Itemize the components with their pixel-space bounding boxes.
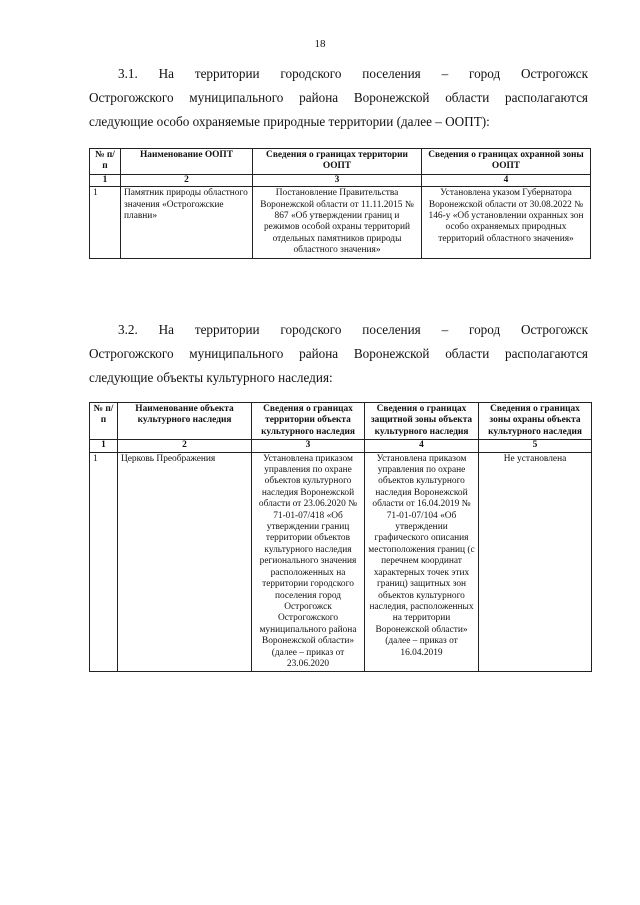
section-3-1-line: следующие особо охраняемые природные территории (далее – ООПТ):: [89, 114, 490, 129]
section-3-2-line: 3.2. На территории городского поселения – город Острогожск: [118, 322, 588, 337]
header-cell: Сведения о границах охранной зоны ООПТ: [422, 149, 591, 175]
oopt-table: [89, 148, 591, 259]
header-cell: № п/п: [90, 149, 121, 175]
section-3-2-intro: [89, 318, 588, 390]
table-cell: Установлена приказом управления по охране объектов культурного наследия Воронежской области от 23.06.2020 № 71-01-07/418 «Об утверждении границ территории объектов культурного наследия регионального значения расположенных на территории городского поселения город Острогожск Острогожского муниципального района Воронежской области» (далее – приказ от 23.06.2020: [252, 452, 365, 672]
table-header-row: [90, 403, 592, 440]
column-number: 3: [252, 440, 365, 452]
column-number: 2: [121, 174, 253, 186]
header-cell: Сведения о границах защитной зоны объекта культурного наследия: [365, 403, 479, 440]
table-cell: Не установлена: [479, 452, 592, 672]
section-3-2-line: следующие объекты культурного наследия:: [89, 370, 333, 385]
table-cell: Памятник природы областного значения «Острогожские плавни»: [121, 187, 253, 258]
column-number-row: [90, 174, 591, 186]
header-cell: Сведения о границах территории ООПТ: [253, 149, 422, 175]
column-number: 4: [365, 440, 479, 452]
table-cell: Церковь Преображения: [118, 452, 252, 672]
column-number: 2: [118, 440, 252, 452]
section-3-2-line: Острогожского муниципального района Воронежской области располагаются: [89, 346, 588, 361]
table-cell: Постановление Правительства Воронежской области от 11.11.2015 № 867 «Об утверждении границ и режимов особой охраны территорий отдельных памятников природы областного значения»: [253, 187, 422, 258]
header-cell: Наименование ООПТ: [121, 149, 253, 175]
column-number: 3: [253, 174, 422, 186]
heritage-table: [89, 402, 592, 672]
table-cell: Установлена приказом управления по охране объектов культурного наследия Воронежской области от 16.04.2019 № 71-01-07/104 «Об утверждении графического описания местоположения границ (с перечнем координат характерных точек этих границ) защитных зон объектов культурного наследия, расположенных на территории Воронежской области» (далее – приказ от 16.04.2019: [365, 452, 479, 672]
section-3-1-intro: [89, 62, 588, 134]
header-cell: Сведения о границах территории объекта культурного наследия: [252, 403, 365, 440]
table-row: [90, 187, 591, 258]
column-number: 1: [90, 174, 121, 186]
section-3-1-line: Острогожского муниципального района Воронежской области располагаются: [89, 90, 588, 105]
table-header-row: [90, 149, 591, 175]
column-number: 1: [90, 440, 118, 452]
header-cell: № п/п: [90, 403, 118, 440]
column-number: 4: [422, 174, 591, 186]
header-cell: Наименование объекта культурного наследия: [118, 403, 252, 440]
header-cell: Сведения о границах зоны охраны объекта культурного наследия: [479, 403, 592, 440]
page-number: 18: [314, 38, 326, 50]
table-cell: 1: [90, 187, 121, 258]
section-3-1-line: 3.1. На территории городского поселения – город Острогожск: [118, 66, 588, 81]
table-row: [90, 452, 592, 672]
table-cell: 1: [90, 452, 118, 672]
table-cell: Установлена указом Губернатора Воронежской области от 30.08.2022 № 146-у «Об установлении охранных зон особо охраняемых природных территорий областного значения»: [422, 187, 591, 258]
column-number-row: [90, 440, 592, 452]
column-number: 5: [479, 440, 592, 452]
